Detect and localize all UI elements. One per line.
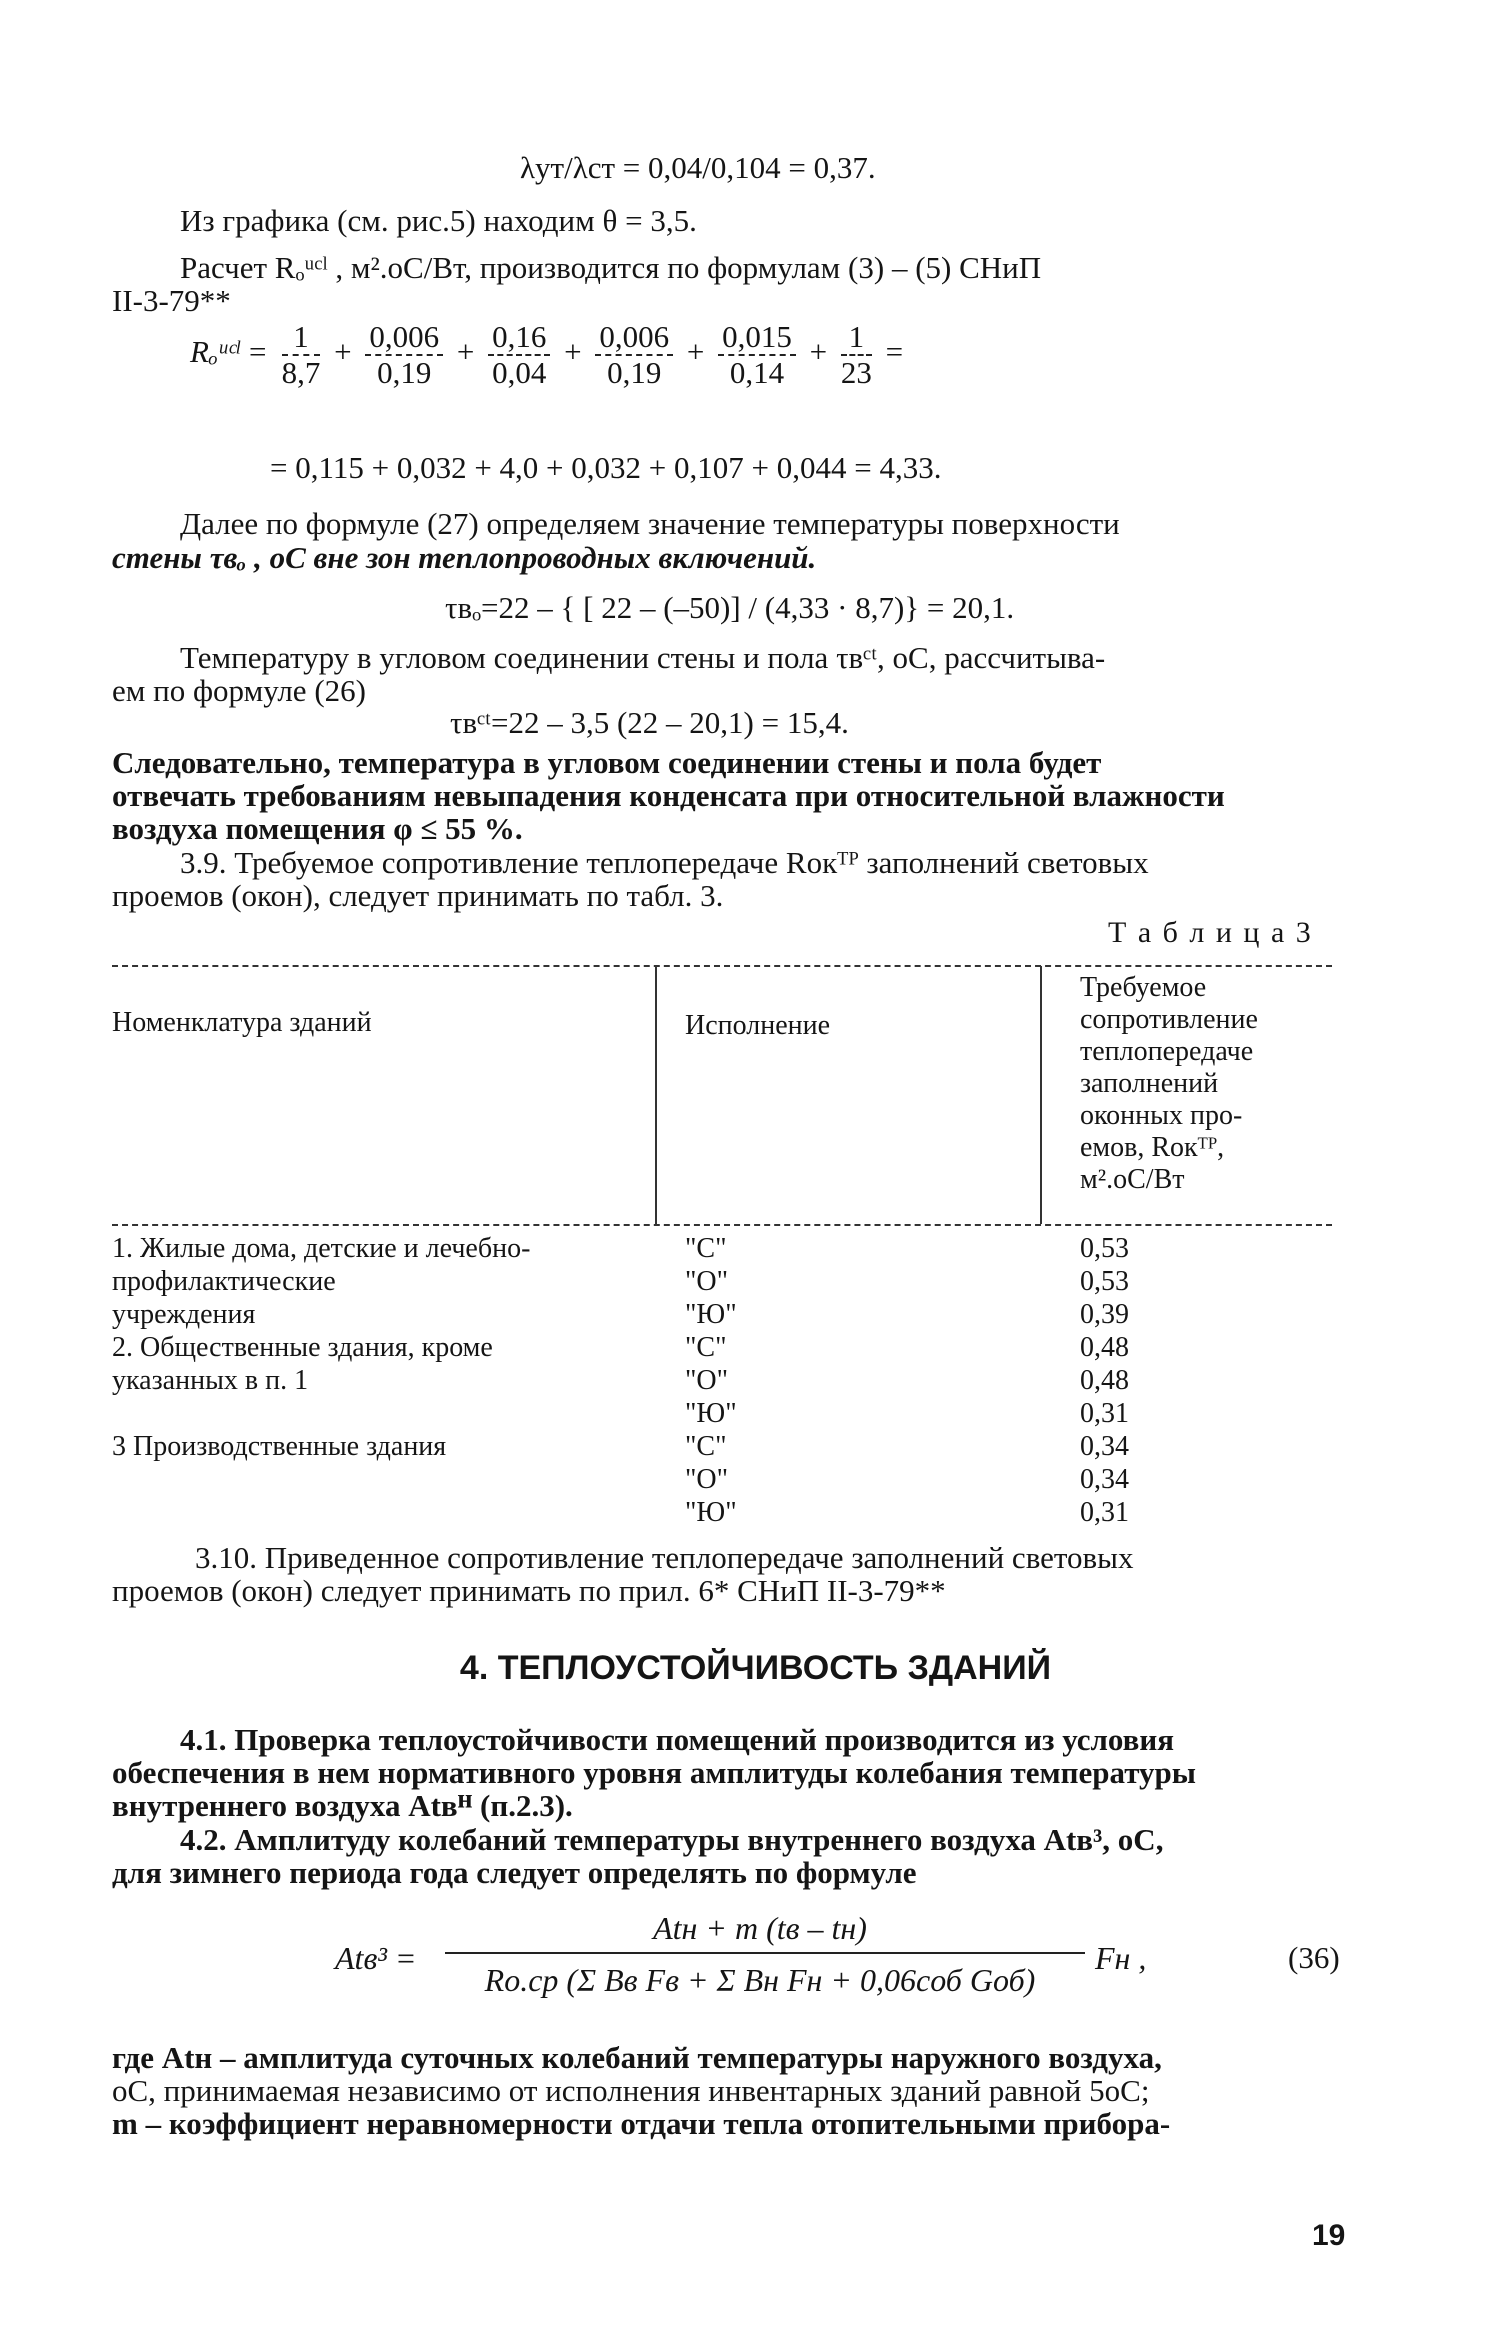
table-cell: 0,53 <box>1080 1233 1129 1264</box>
table-col-nomenclature <box>112 1232 530 1463</box>
header-nomenclature: Номенклатура зданий <box>112 1007 372 1038</box>
para-3-9-line-1: 3.9. Требуемое сопротивление теплопередаче Rокᵀᴾ заполнений световых <box>180 845 1149 880</box>
header-resistance-line: емов, Rокᵀᴾ, <box>1080 1132 1225 1163</box>
header-resistance-line: теплопередаче <box>1080 1036 1254 1067</box>
r-label: Rₒᵘᶜˡ = <box>190 334 268 370</box>
page-number: 19 <box>1312 2219 1346 2252</box>
fraction-denominator: 0,04 <box>492 355 547 390</box>
table-col-resistance <box>1080 1232 1129 1529</box>
corner-line-2: ем по формуле (26) <box>112 673 366 708</box>
table-cell: "С" <box>685 1431 727 1462</box>
plus-sign: + <box>456 334 475 370</box>
para-3-9-line-2: проемов (окон), следует принимать по табл. 3. <box>112 878 724 913</box>
fraction-numerator: 1 <box>282 320 321 356</box>
plus-sign: + <box>564 334 582 370</box>
table-cell: 0,48 <box>1080 1332 1129 1363</box>
table-cell: "С" <box>685 1332 727 1363</box>
table-cell: профилактические <box>112 1266 336 1297</box>
conclusion-line-2: отвечать требованиям невыпадения конденсата при относительной влажности <box>112 778 1225 813</box>
plus-sign: + <box>809 334 828 370</box>
table-cell: "С" <box>685 1233 727 1264</box>
header-resistance-line: сопротивление <box>1080 1004 1258 1035</box>
table-caption: Т а б л и ц а 3 <box>1108 916 1313 949</box>
para-4-2-line-1: 4.2. Амплитуду колебаний температуры внутреннего воздуха Atв³, оС, <box>180 1822 1164 1857</box>
header-resistance-line: оконных про- <box>1080 1100 1243 1131</box>
para-4-1-line-2: обеспечения в нем нормативного уровня амплитуды колебания температуры <box>112 1755 1196 1790</box>
table-cell: 2. Общественные здания, кроме <box>112 1332 493 1363</box>
fraction-numerator: 0,006 <box>365 320 443 356</box>
sum-line: = 0,115 + 0,032 + 4,0 + 0,032 + 0,107 + 0,044 = 4,33. <box>270 450 942 485</box>
fraction <box>282 320 321 390</box>
table-col-execution <box>685 1232 737 1529</box>
next-line-2: стены τвₒ , оС вне зон теплопроводных включений. <box>112 540 817 575</box>
table-cell: 1. Жилые дома, детские и лечебно- <box>112 1233 531 1264</box>
fraction <box>488 320 550 390</box>
fraction-denominator: 0,19 <box>377 355 432 390</box>
table-cell: учреждения <box>112 1299 256 1330</box>
where-line-1: где Atн – амплитуда суточных колебаний температуры наружного воздуха, <box>112 2040 1162 2075</box>
section-title: 4. ТЕПЛОУСТОЙЧИВОСТЬ ЗДАНИЙ <box>459 1649 1052 1687</box>
conclusion-line-1: Следовательно, температура в угловом соединении стены и пола будет <box>112 745 1102 780</box>
table-cell: 0,53 <box>1080 1266 1129 1297</box>
formula-36-left: Atв³ = <box>335 1940 417 1976</box>
table-cell: "О" <box>685 1266 729 1297</box>
fraction-denominator: 23 <box>840 355 872 390</box>
fraction-denominator: 0,14 <box>729 355 785 390</box>
table-cell: "Ю" <box>685 1299 737 1330</box>
table-cell <box>112 1397 530 1430</box>
calc-line-1: Расчет Rₒᵘᶜˡ , м².оС/Вт, производится по формулам (3) – (5) СНиП <box>180 250 1042 285</box>
header-resistance-line: м².оС/Вт <box>1080 1164 1185 1195</box>
para-4-2-line-2: для зимнего периода года следует определять по формуле <box>112 1855 917 1890</box>
table-divider-1 <box>655 966 657 1224</box>
para-4-1-line-1: 4.1. Проверка теплоустойчивости помещений производится из условия <box>180 1722 1174 1757</box>
plus-sign: + <box>686 334 705 370</box>
header-resistance <box>1080 972 1258 1196</box>
para-3-10-line-1: 3.10. Приведенное сопротивление теплопередаче заполнений световых <box>195 1540 1134 1575</box>
fraction-denominator: 8,7 <box>281 355 321 390</box>
table-cell: "Ю" <box>685 1398 737 1429</box>
graph-line: Из графика (см. рис.5) находим θ = 3,5. <box>180 203 697 238</box>
table-cell: 0,48 <box>1080 1365 1129 1396</box>
where-line-2: оС, принимаемая независимо от исполнения инвентарных зданий равной 5оС; <box>112 2073 1150 2108</box>
table-divider-2 <box>1040 966 1042 1224</box>
fraction-denominator: 0,19 <box>607 355 662 390</box>
fraction <box>718 320 796 390</box>
table-cell: 3 Производственные здания <box>112 1431 447 1462</box>
formula-36-bar <box>445 1952 1085 1954</box>
header-execution: Исполнение <box>685 1010 831 1041</box>
plus-sign: + <box>334 334 352 370</box>
fraction <box>365 320 443 390</box>
table-cell: 0,31 <box>1080 1497 1129 1528</box>
table-top-rule <box>112 965 1332 967</box>
fraction-formula <box>190 320 903 390</box>
formula-36-denominator: Rо.ср (Σ Bв Fв + Σ Bн Fн + 0,06cоб Gоб) <box>484 1962 1036 1998</box>
table-cell: 0,31 <box>1080 1398 1129 1429</box>
para-4-1-line-3: внутреннего воздуха Atвᴴ (п.2.3). <box>112 1788 573 1823</box>
table-header-rule <box>112 1224 1332 1226</box>
table-cell: 0,39 <box>1080 1299 1129 1330</box>
formula-36-right: Fн , <box>1095 1940 1147 1976</box>
table-cell: 0,34 <box>1080 1431 1129 1462</box>
formula-36-number: (36) <box>1288 1940 1340 1975</box>
conclusion-line-3: воздуха помещения φ ≤ 55 %. <box>112 811 523 846</box>
table-cell: 0,34 <box>1080 1464 1129 1495</box>
fraction-numerator: 0,006 <box>595 320 673 356</box>
table-cell: "Ю" <box>685 1497 737 1528</box>
tau-formula-1: τвₒ=22 – { [ 22 – (–50)] / (4,33 · 8,7)} = 20,1. <box>445 590 1015 625</box>
header-resistance-line: Требуемое <box>1080 972 1207 1003</box>
fraction <box>841 320 872 390</box>
table-cell: "О" <box>685 1365 729 1396</box>
tau-formula-2: τвᶜᵗ=22 – 3,5 (22 – 20,1) = 15,4. <box>450 705 849 740</box>
para-3-10-line-2: проемов (окон) следует принимать по прил. 6* СНиП II-3-79** <box>112 1573 946 1608</box>
fraction <box>595 320 673 390</box>
ratio-line: λут/λст = 0,04/0,104 = 0,37. <box>520 150 876 185</box>
fraction-numerator: 0,015 <box>718 320 796 356</box>
calc-line-2: II-3-79** <box>112 283 231 318</box>
fraction-numerator: 0,16 <box>488 320 550 356</box>
where-line-3: m – коэффициент неравномерности отдачи тепла отопительными прибора- <box>112 2106 1171 2141</box>
table-cell: "О" <box>685 1464 729 1495</box>
next-line-1: Далее по формуле (27) определяем значение температуры поверхности <box>180 506 1120 541</box>
formula-36-numerator: Atн + m (tв – tн) <box>653 1910 867 1946</box>
equals-sign: = <box>885 334 904 370</box>
fraction-numerator: 1 <box>841 320 872 356</box>
table-cell: указанных в п. 1 <box>112 1365 309 1396</box>
header-resistance-line: заполнений <box>1080 1068 1219 1099</box>
corner-line-1: Температуру в угловом соединении стены и пола τвᶜᵗ, оС, рассчитыва- <box>180 640 1106 675</box>
